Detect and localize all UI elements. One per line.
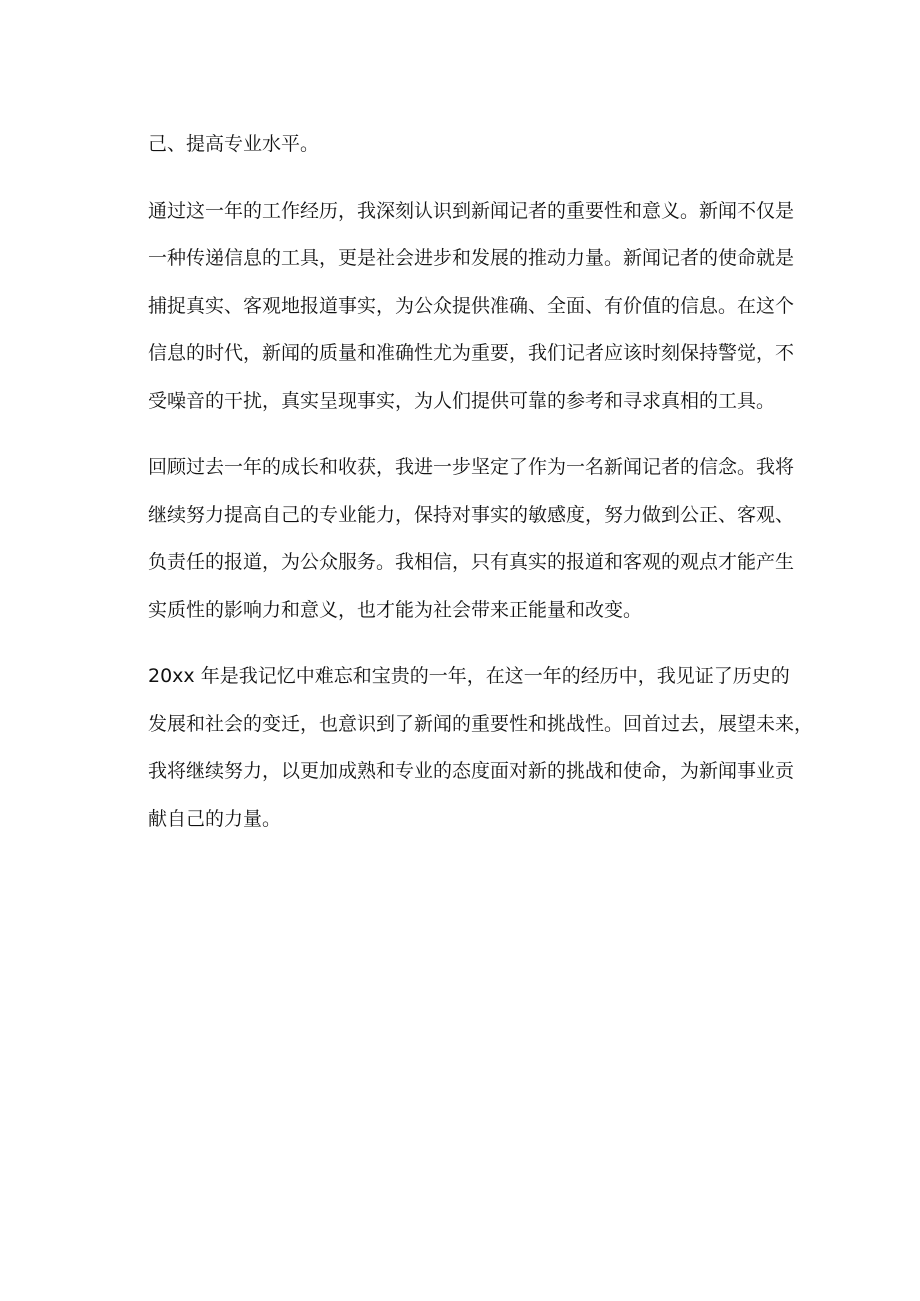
text-line: 受噪音的干扰，真实呈现事实，为人们提供可靠的参考和寻求真相的工具。	[148, 389, 776, 412]
text-line: 我将继续努力，以更加成熟和专业的态度面对新的挑战和使命，为新闻事业贡	[148, 760, 795, 782]
document-body	[148, 121, 814, 862]
text-line: 己、提高专业水平。	[148, 133, 320, 155]
text-line: 捕捉真实、客观地报道事实，为公众提供准确、全面、有价值的信息。在这个	[148, 294, 795, 317]
text-line: 发展和社会的变迁，也意识到了新闻的重要性和挑战性。回首过去，展望未来，	[148, 712, 814, 735]
text-line: 负责任的报道，为公众服务。我相信，只有真实的报道和客观的观点才能产生	[148, 551, 795, 573]
paragraph-2	[148, 444, 795, 634]
text-line: 继续努力提高自己的专业能力，保持对事实的敏感度，努力做到公正、客观、	[148, 503, 795, 526]
section-heading	[148, 121, 788, 169]
text-line: 信息的时代，新闻的质量和准确性尤为重要，我们记者应该时刻保持警觉，不	[148, 342, 795, 364]
text-line: 通过这一年的工作经历，我深刻认识到新闻记者的重要性和意义。新闻不仅是	[148, 199, 795, 222]
paragraph-3	[148, 653, 814, 843]
text-line: 献自己的力量。	[148, 807, 282, 830]
text-line: 实质性的影响力和意义，也才能为社会带来正能量和改变。	[148, 598, 643, 621]
text-line: 回顾过去一年的成长和收获，我进一步坚定了作为一名新闻记者的信念。我将	[148, 456, 795, 478]
text-line: 20xx 年是我记忆中难忘和宝贵的一年，在这一年的经历中，我见证了历史的	[148, 665, 790, 687]
text-line: 一种传递信息的工具，更是社会进步和发展的推动力量。新闻记者的使命就是	[148, 247, 795, 269]
paragraph-1	[148, 188, 795, 426]
